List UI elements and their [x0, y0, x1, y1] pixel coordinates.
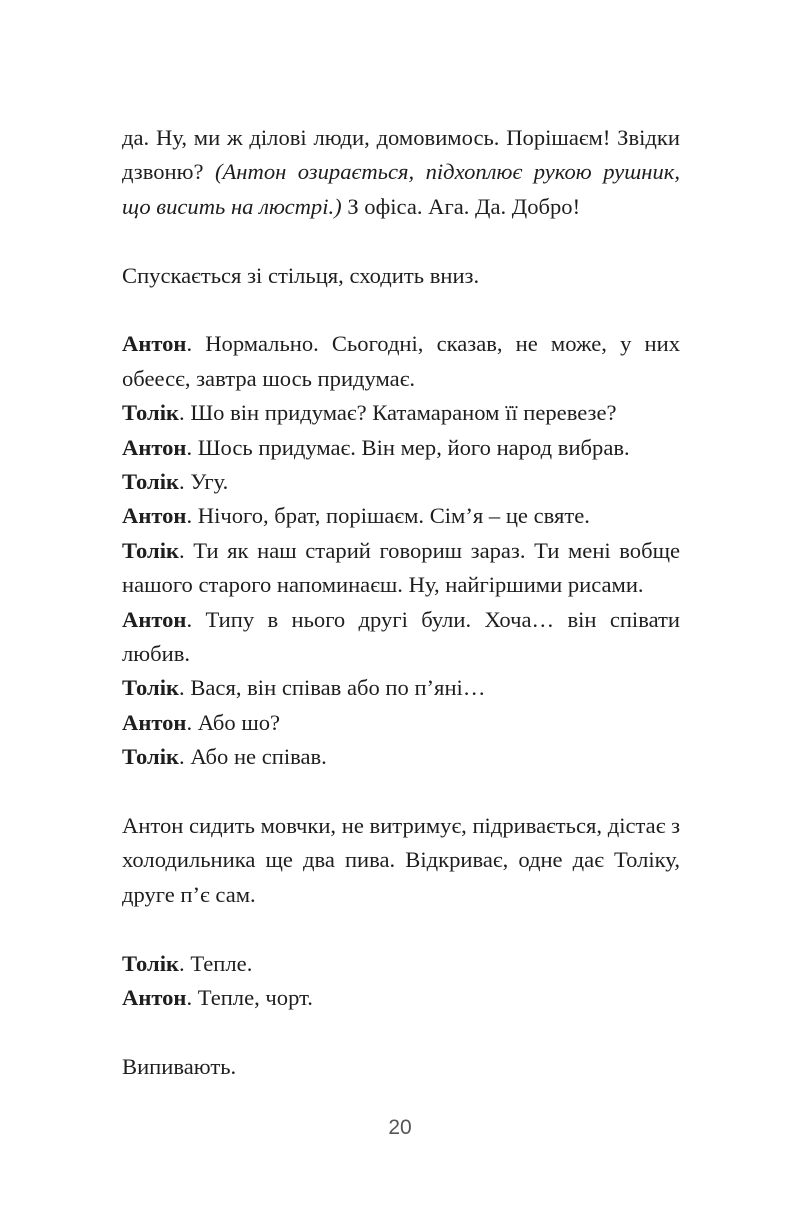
- speaker-name: Толік: [122, 675, 180, 701]
- dialogue-line: [122, 327, 680, 396]
- opening-paragraph: [122, 121, 680, 224]
- page-body: [122, 121, 680, 1084]
- speaker-name: Толік: [122, 400, 180, 426]
- dialogue-line: [122, 396, 680, 430]
- stage-direction: Спускається зі стільця, сходить вниз.: [122, 262, 480, 288]
- spacer: [122, 293, 680, 327]
- dialogue-line: [122, 947, 680, 981]
- dialogue-line: [122, 603, 680, 672]
- spacer: [122, 775, 680, 809]
- line-text: . Тепле.: [179, 950, 253, 976]
- opening-text: да. Ну, ми ж ділові люди, домовимось. Порішаєм! Звідки дзвоню?: [122, 125, 680, 185]
- stage-direction: Випивають.: [122, 1053, 237, 1079]
- spacer: [122, 912, 680, 946]
- speaker-name: Антон: [122, 503, 187, 529]
- line-text: . Шось придумає. Він мер, його народ вибрав.: [186, 434, 630, 460]
- line-text: . Типу в нього другі були. Хоча… він співати любив.: [122, 606, 680, 667]
- dialogue-line: [122, 431, 680, 465]
- dialogue-line: [122, 740, 680, 774]
- page-number: 20: [388, 1116, 412, 1139]
- stage-direction-italic: (Антон озирається, підхоплює рукою рушник, що висить на люстрі.): [122, 159, 681, 219]
- dialogue-line: [122, 706, 680, 740]
- dialogue-block: [122, 327, 680, 774]
- line-text: . Шо він придумає? Катамараном її перевезе?: [179, 400, 617, 426]
- speaker-name: Антон: [122, 606, 187, 632]
- stage-direction: Антон сидить мовчки, не витримує, підривається, дістає з холодильника ще два пива. Відкриває, одне дає Толіку, друге п’є сам.: [122, 813, 680, 907]
- dialogue-block: [122, 947, 680, 1016]
- opening-text-end: З офіса. Ага. Да. Добро!: [341, 193, 581, 219]
- line-text: . Ти як наш старий говориш зараз. Ти мені вобще нашого старого напоминаєш. Ну, найгіршими рисами.: [122, 537, 680, 598]
- speaker-name: Толік: [122, 469, 180, 495]
- dialogue-line: [122, 981, 680, 1015]
- speaker-name: Толік: [122, 950, 180, 976]
- speaker-name: Антон: [122, 709, 187, 735]
- spacer: [122, 1016, 680, 1050]
- dialogue-line: [122, 534, 680, 603]
- speaker-name: Антон: [122, 331, 187, 357]
- speaker-name: Антон: [122, 985, 187, 1011]
- dialogue-line: [122, 499, 680, 533]
- speaker-name: Антон: [122, 434, 187, 460]
- line-text: . Або шо?: [186, 709, 281, 735]
- line-text: . Нічого, брат, порішаєм. Сім’я – це святе.: [186, 503, 590, 529]
- spacer: [122, 224, 680, 258]
- line-text: . Нормально. Сьогодні, сказав, не може, у них обеесє, завтра шось придумає.: [122, 331, 680, 391]
- line-text: . Або не співав.: [179, 744, 327, 770]
- dialogue-line: [122, 465, 680, 499]
- line-text: . Вася, він співав або по п’яні…: [179, 675, 486, 701]
- dialogue-line: [122, 671, 680, 705]
- speaker-name: Толік: [122, 744, 180, 770]
- line-text: . Угу.: [179, 469, 229, 495]
- speaker-name: Толік: [122, 537, 180, 563]
- line-text: . Тепле, чорт.: [186, 985, 313, 1011]
